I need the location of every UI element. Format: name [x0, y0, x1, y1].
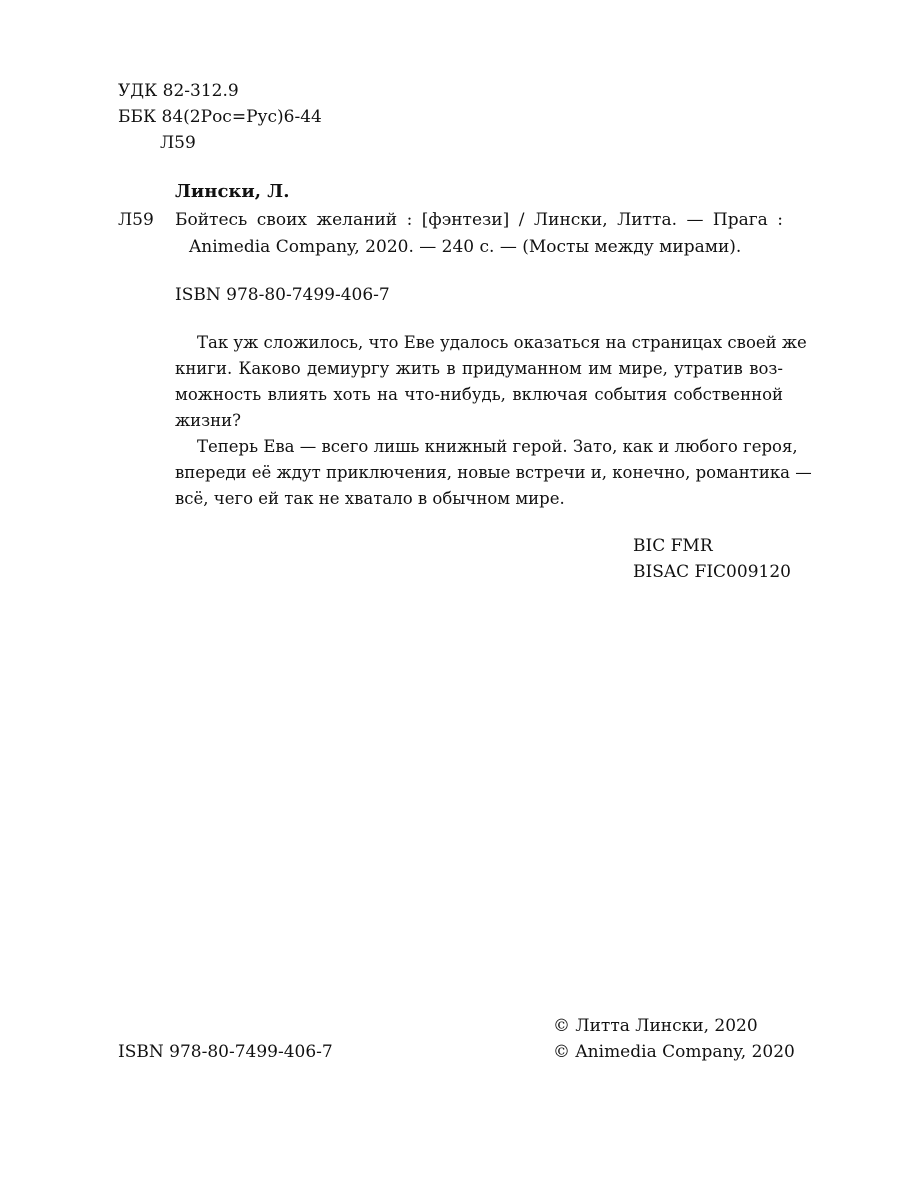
author-heading: Лински, Л. [175, 181, 290, 202]
annotation-line: Так уж сложилось, что Еве удалось оказаться на страницах своей же [197, 333, 807, 352]
bibliographic-description [175, 207, 783, 261]
bibliographic-line: Бойтесь своих желаний : [фэнтези] / Лински, Литта. — Прага : [175, 210, 783, 230]
annotation-line: можность влиять хоть на что-нибудь, включая события собственной [175, 385, 783, 404]
isbn-entry: ISBN 978-80-7499-406-7 [175, 285, 390, 305]
bibliographic-line: Animedia Company, 2020. — 240 с. — (Мосты между мирами). [189, 237, 742, 257]
annotation-line: впереди её ждут приключения, новые встречи и, конечно, романтика — [175, 463, 812, 482]
author-cutter-code: Л59 [160, 133, 196, 153]
annotation-line: Теперь Ева — всего лишь книжный герой. Зато, как и любого героя, [197, 437, 798, 456]
annotation-line: всё, чего ей так не хватало в обычном мире. [175, 489, 565, 508]
annotation [175, 330, 812, 512]
bisac-code: BISAC FIC009120 [633, 562, 791, 582]
copyright-author: © Литта Лински, 2020 [553, 1016, 758, 1036]
bic-code: BIC FMR [633, 536, 713, 556]
bbk-code: ББК 84(2Рос=Рус)6-44 [118, 107, 322, 127]
udk-code: УДК 82-312.9 [118, 81, 239, 101]
isbn-footer: ISBN 978-80-7499-406-7 [118, 1042, 333, 1062]
annotation-line: книги. Каково демиургу жить в придуманном им мире, утратив воз- [175, 359, 783, 378]
annotation-line: жизни? [175, 411, 242, 430]
copyright-publisher: © Animedia Company, 2020 [553, 1042, 795, 1062]
author-cutter-margin: Л59 [118, 210, 154, 230]
